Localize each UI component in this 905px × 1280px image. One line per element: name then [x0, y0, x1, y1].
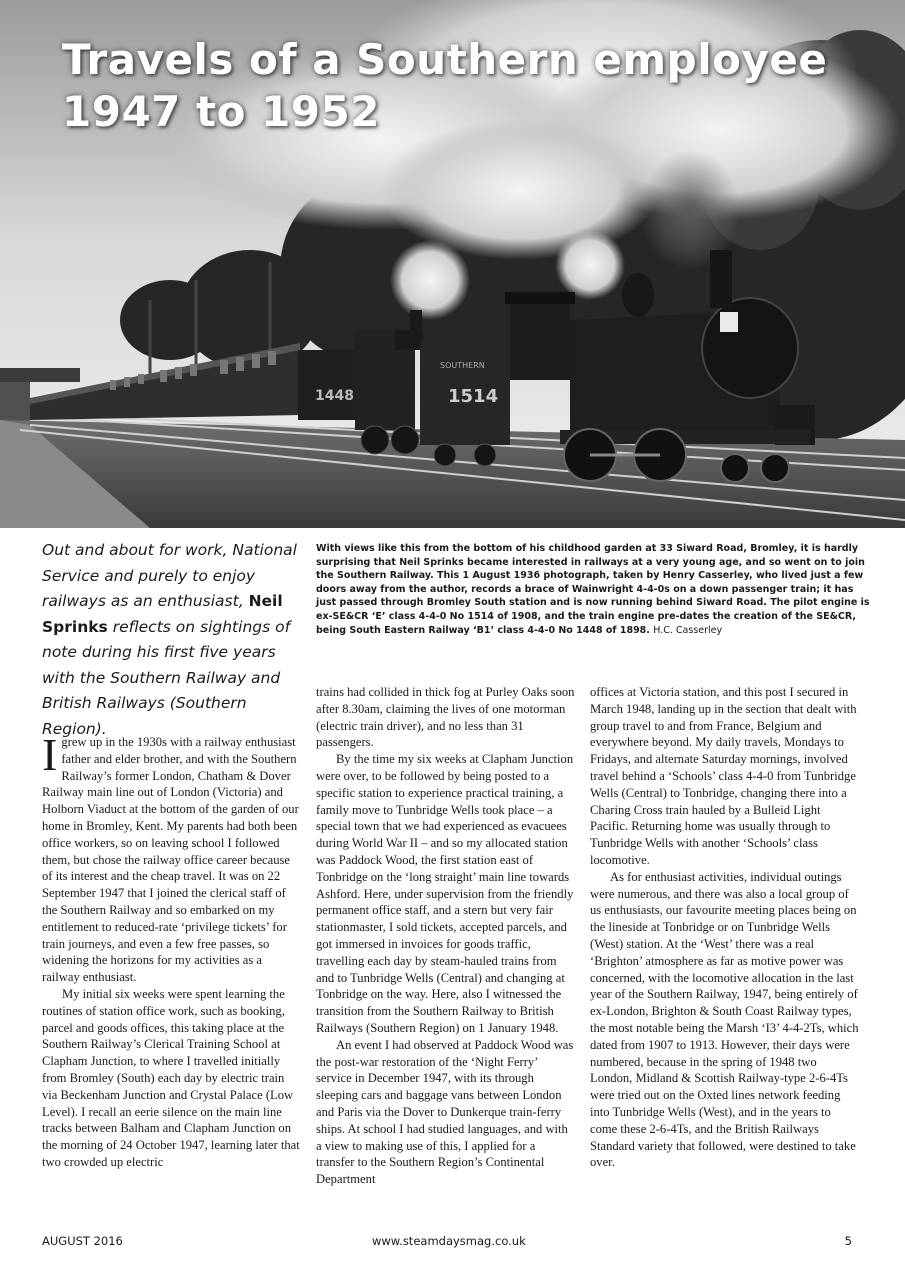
paragraph: trains had collided in thick fog at Purley Oaks soon after 8.30am, claiming the lives of one motorman (electric train driver), and no less than 31 passengers. — [316, 685, 575, 750]
issue-date: AUGUST 2016 — [42, 1234, 123, 1248]
page-number: 5 — [844, 1234, 852, 1248]
paragraph: By the time my six weeks at Clapham Junction were over, to be followed by being posted to a specific station to experience practical training, a family move to Tunbridge Wells took place – a special town that we had experienced as evacuees during World War II – and so my allocated station was Paddock Wood, the first station east of Tonbridge on the ‘long straight’ main line towards Ashford. Here, under supervision from the friendly permanent office staff, and a stern but very fair stationmaster, I sold tickets, accepted parcels, and got immersed in invoices for goods traffic, travelling each day by steam-hauled trains from and to Tunbridge Wells (Central) and changing at Tonbridge on the way. Here, also I witnessed the transition from the Southern Railway to British Railways (Southern Region) on 1 January 1948. — [316, 752, 574, 1035]
paragraph: As for enthusiast activities, individual outings were numerous, and there was also a local group of us enthusiasts, our favourite meeting places being on the lineside at Tonbridge or on Tunbridge Wells (West) station. At the ‘West’ there was a real ‘Brighton’ atmosphere as far as motive power was concerned, with the locomotive allocation in the last year of the Southern Railway, 1947, being entirely of ex-London, Brighton & South Coast Railway types, the most notable being the Marsh ‘I3’ 4-4-2Ts, which dated from 1907 to 1913. However, their days were numbered, because in the spring of 1948 two London, Midland & Scottish Railway-type 2-6-4Ts were tried out on the Oxted lines network feeding into Tunbridge Wells (West), and in the years to come these 2-6-4Ts, and the British Railways Standard variety that followed, were destined to take over. — [590, 869, 859, 1170]
paragraph: An event I had observed at Paddock Wood was the post-war restoration of the ‘Night Ferry’ service in December 1947, with its through sleeping cars and baggage vans between London and Paris via the Dover to Dunkerque train-ferry ships. At school I had studied languages, and with a view to making use of this, I applied for a transfer to the Southern Region’s Continental Department — [316, 1037, 574, 1187]
paragraph-text: grew up in the 1930s with a railway enthusiast father and elder brother, and with the Southern Railway’s former London, Chatham & Dover Railway main line out of London (Victoria) and Holborn Viaduct at the bottom of the garden of our home in Bromley, Kent. My parents had both been office workers, so on leaving school I followed them, but chose the railway office career because of its interest and the cheap travel. It was on 22 September 1947 that I joined the clerical staff of the Southern Railway and so embarked on my entitlement to reduced-rate ‘privilege tickets’ for train journeys, and even a few free passes, so widening the horizons for my activities as a railway enthusiast. — [42, 735, 299, 985]
caption-text: With views like this from the bottom of his childhood garden at 33 Siward Road, Bromley, it is hardly surprising that Neil Sprinks became interested in railways at a very young age, and so went on to join the Southern Railway. This 1 August 1936 photograph, taken by Henry Casserley, who lived just a few doors away from the author, records a brace of Wainwright 4-4-0s on a down passenger train; it has just passed through Bromley South station and is now running behind Siward Road. The pilot engine is ex-SE&CR ‘E’ class 4-4-0 No 1514 of 1908, and the train engine pre-dates the creation of the SE&CR, being South Eastern Railway ‘B1’ class 4-4-0 No 1448 of 1898. — [316, 543, 870, 636]
article-column-1 — [42, 729, 300, 1171]
photo-credit: H.C. Casserley — [653, 624, 723, 636]
photo-caption — [316, 542, 876, 637]
paragraph: My initial six weeks were spent learning the routines of station office work, such as booking, parcel and goods offices, this taking place at the Southern Railway’s Clerical Training School at Clapham Junction, to where I travelled initially from Bromley (South) each day by electric train via Beckenham Junction and Crystal Palace (Low Level). I recall an eerie silence on the main line tracks between Balham and Clapham Junction on the morning of 24 October 1947, learning later that two crowded up electric — [42, 986, 300, 1169]
paragraph: offices at Victoria station, and this post I secured in March 1948, landing up in the section that dealt with group travel to and from France, Belgium and everywhere beyond. My daily travels, Mondays to Fridays, and alternate Saturday mornings, involved travel behind a ‘Schools’ class 4-4-0 from Tunbridge Wells (Central) to Tonbridge, changing there into a Charing Cross train hauled by a Bulleid Light Pacific. Returning home was usually through to Tunbridge Wells with another ‘Schools’ class locomotive. — [590, 685, 857, 867]
hero-photo — [0, 0, 905, 528]
page-footer — [42, 1234, 852, 1250]
tender-lettering: SOUTHERN — [440, 361, 485, 370]
title-line-2: 1947 to 1952 — [62, 87, 380, 136]
paragraph — [42, 729, 300, 986]
article-title — [62, 34, 862, 138]
article-column-2 — [316, 684, 576, 1188]
standfirst-intro: Out and about for work, National Service and purely to enjoy railways as an enthusiast, — [42, 541, 297, 610]
website-link[interactable]: www.steamdaysmag.co.uk — [372, 1234, 526, 1248]
article-column-3 — [590, 684, 860, 1171]
author-name: Neil Sprinks — [42, 592, 283, 636]
standfirst-rest: reflects on sightings of note during his first five years with the Southern Railway and British Railways (Southern Region). — [42, 617, 291, 738]
title-line-1: Travels of a Southern employee — [62, 35, 828, 84]
pilot-engine-number: 1514 — [448, 386, 499, 407]
train-engine-number: 1448 — [315, 388, 354, 404]
standfirst — [42, 538, 304, 742]
drop-cap: I — [42, 729, 58, 780]
